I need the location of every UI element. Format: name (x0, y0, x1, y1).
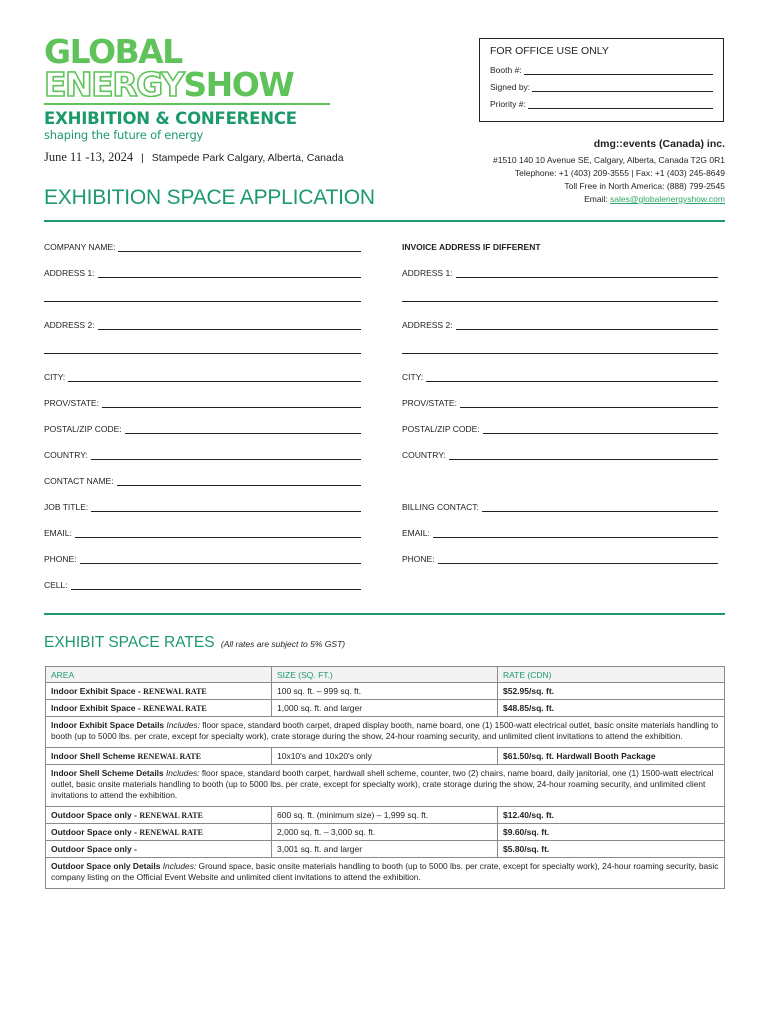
table-row (46, 700, 725, 717)
invoice-city-label: CITY: (402, 372, 424, 382)
country-line[interactable] (91, 452, 361, 460)
rates-title (44, 634, 345, 652)
details-row (46, 765, 725, 807)
details-row (46, 717, 725, 748)
row-size: 1,000 sq. ft. and larger (272, 700, 498, 717)
indoor-details (46, 717, 725, 748)
outdoor-details-title: Outdoor Space only Details (51, 861, 163, 871)
invoice-postal-field[interactable] (402, 424, 718, 434)
row-area (46, 824, 272, 841)
details-row (46, 858, 725, 889)
invoice-email-line[interactable] (433, 530, 718, 538)
address2-line[interactable] (98, 322, 361, 330)
invoice-email-label: EMAIL: (402, 528, 430, 538)
contact-name-field[interactable] (44, 476, 361, 486)
shell-details (46, 765, 725, 807)
city-line[interactable] (68, 374, 361, 382)
office-signed-row (490, 82, 713, 92)
invoice-address1-cont-field[interactable] (402, 294, 718, 302)
address2-field[interactable] (44, 320, 361, 330)
table-row (46, 748, 725, 765)
phone-line[interactable] (80, 556, 361, 564)
invoice-address2-label: ADDRESS 2: (402, 320, 453, 330)
email-line[interactable] (75, 530, 361, 538)
city-field[interactable] (44, 372, 361, 382)
phone-field[interactable] (44, 554, 361, 564)
organizer-info (425, 138, 725, 206)
logo-energy-show (44, 65, 334, 104)
shell-includes-label: Includes: (165, 768, 200, 778)
invoice-address2-line[interactable] (456, 322, 718, 330)
renewal-tag: RENEWAL RATE (137, 752, 202, 761)
logo-subtitle: EXHIBITION & CONFERENCE (44, 108, 297, 128)
organizer-email-link[interactable]: sales@globalenergyshow.com (610, 194, 725, 204)
invoice-country-label: COUNTRY: (402, 450, 446, 460)
contact-name-label: CONTACT NAME: (44, 476, 114, 486)
row-rate: $52.95/sq. ft. (498, 683, 725, 700)
email-field[interactable] (44, 528, 361, 538)
row-area (46, 748, 272, 765)
row-size: 2,000 sq. ft. – 3,000 sq. ft. (272, 824, 498, 841)
invoice-heading (402, 242, 718, 252)
office-use-title: FOR OFFICE USE ONLY (490, 45, 609, 57)
address2-cont-line[interactable] (44, 346, 361, 354)
organizer-name: dmg::events (Canada) inc. (593, 138, 725, 150)
invoice-address2-cont-field[interactable] (402, 346, 718, 354)
rates-note: (All rates are subject to 5% GST) (220, 639, 346, 649)
shell-details-title: Indoor Shell Scheme Details (51, 768, 166, 778)
address2-label: ADDRESS 2: (44, 320, 95, 330)
event-separator: | (141, 152, 144, 164)
invoice-phone-field[interactable] (402, 554, 718, 564)
invoice-city-line[interactable] (426, 374, 718, 382)
row-area (46, 683, 272, 700)
invoice-address2-field[interactable] (402, 320, 718, 330)
prov-label: PROV/STATE: (44, 398, 99, 408)
rates-header-row (46, 667, 725, 683)
header-rate: RATE (CDN) (498, 667, 725, 683)
office-priority-label: Priority #: (490, 99, 526, 109)
invoice-country-field[interactable] (402, 450, 718, 460)
address1-field[interactable] (44, 268, 361, 278)
logo-tagline: shaping the future of energy (44, 127, 204, 142)
event-dates: June 11 -13, 2024 (44, 150, 134, 164)
office-priority-row (490, 99, 713, 109)
row-size: 10x10's and 10x20's only (272, 748, 498, 765)
address1-line[interactable] (98, 270, 361, 278)
indoor-details-title: Indoor Exhibit Space Details (51, 720, 167, 730)
invoice-postal-label: POSTAL/ZIP CODE: (402, 424, 480, 434)
row-rate: $12.40/sq. ft. (498, 807, 725, 824)
row-size: 100 sq. ft. – 999 sq. ft. (272, 683, 498, 700)
logo-show-text: SHOW (183, 65, 294, 104)
invoice-city-field[interactable] (402, 372, 718, 382)
organizer-phone: Telephone: +1 (403) 209-3555 | Fax: +1 (403) 245-8649 (514, 168, 725, 178)
logo-energy-text: ENERGY (44, 65, 184, 104)
row-rate: $9.60/sq. ft. (498, 824, 725, 841)
invoice-phone-label: PHONE: (402, 554, 435, 564)
event-info (44, 150, 344, 165)
job-title-line[interactable] (91, 504, 361, 512)
row-area (46, 700, 272, 717)
outdoor-details-text: Ground space, basic onsite materials handling to booth (up to 5000 lbs. per crate, except for specialty work), 24-hour roaming security, basic company listing on the Official Event Website and unlimited client invitations to attend the exhibition. (51, 861, 719, 882)
invoice-email-field[interactable] (402, 528, 718, 538)
row-area (46, 841, 272, 858)
postal-line[interactable] (125, 426, 361, 434)
invoice-prov-label: PROV/STATE: (402, 398, 457, 408)
table-row (46, 841, 725, 858)
address1-label: ADDRESS 1: (44, 268, 95, 278)
event-venue: Stampede Park Calgary, Alberta, Canada (151, 152, 344, 164)
office-priority-field[interactable] (528, 100, 713, 109)
area-label: Outdoor Space only - (51, 844, 137, 854)
office-use-box (479, 38, 724, 122)
invoice-address1-label: ADDRESS 1: (402, 268, 453, 278)
office-booth-row (490, 65, 713, 75)
row-rate: $48.85/sq. ft. (498, 700, 725, 717)
organizer-email-label: Email: (584, 194, 611, 204)
cell-label: CELL: (44, 580, 68, 590)
country-label: COUNTRY: (44, 450, 88, 460)
phone-label: PHONE: (44, 554, 77, 564)
billing-contact-label: BILLING CONTACT: (402, 502, 479, 512)
billing-contact-line[interactable] (482, 504, 718, 512)
event-logo (44, 32, 334, 142)
job-title-field[interactable] (44, 502, 361, 512)
prov-line[interactable] (102, 400, 361, 408)
office-signed-field[interactable] (532, 83, 713, 92)
office-booth-label: Booth #: (490, 65, 522, 75)
postal-label: POSTAL/ZIP CODE: (44, 424, 122, 434)
cell-field[interactable] (44, 580, 361, 590)
row-rate: $5.80/sq. ft. (498, 841, 725, 858)
rates-table (45, 666, 725, 889)
invoice-prov-field[interactable] (402, 398, 718, 408)
office-booth-field[interactable] (524, 66, 713, 75)
row-size: 3,001 sq. ft. and larger (272, 841, 498, 858)
cell-line[interactable] (71, 582, 361, 590)
office-signed-label: Signed by: (490, 82, 531, 92)
country-field[interactable] (44, 450, 361, 460)
page-title: EXHIBITION SPACE APPLICATION (44, 186, 375, 209)
city-label: CITY: (44, 372, 66, 382)
postal-field[interactable] (44, 424, 361, 434)
outdoor-includes-label: Includes: (162, 861, 197, 871)
area-label: Indoor Exhibit Space - (51, 686, 144, 696)
area-label: Outdoor Space only - (51, 827, 140, 837)
company-name-field[interactable] (44, 242, 361, 252)
company-name-line[interactable] (118, 244, 361, 252)
table-row (46, 683, 725, 700)
row-rate: $61.50/sq. ft. Hardwall Booth Package (498, 748, 725, 765)
row-size: 600 sq. ft. (minimum size) – 1,999 sq. ft. (272, 807, 498, 824)
invoice-address1-field[interactable] (402, 268, 718, 278)
rates-title-text: EXHIBIT SPACE RATES (44, 634, 215, 651)
row-area (46, 807, 272, 824)
indoor-includes-label: Includes: (166, 720, 200, 730)
table-row (46, 807, 725, 824)
renewal-tag: RENEWAL RATE (139, 828, 203, 837)
contact-name-line[interactable] (117, 478, 361, 486)
header-size: SIZE (SQ. FT.) (272, 667, 498, 683)
table-row (46, 824, 725, 841)
shell-details-text: floor space, standard booth carpet, hardwall shell scheme, counter, two (2) chairs, name board, daily janitorial, one (1) 1500-watt electrical outlet, basic onsite materials handling to booth (up to 5000 lbs. per crate, except for specialty work), crate storage during the show, 24-hour roaming security, and unlimited client invitations to attend the exhibition. (51, 768, 714, 800)
prov-field[interactable] (44, 398, 361, 408)
job-title-label: JOB TITLE: (44, 502, 89, 512)
organizer-tollfree: Toll Free in North America: (888) 799-2545 (564, 181, 725, 191)
invoice-postal-line[interactable] (483, 426, 718, 434)
area-label: Indoor Shell Scheme (51, 751, 138, 761)
outdoor-details (46, 858, 725, 889)
organizer-address: #1510 140 10 Avenue SE, Calgary, Alberta, Canada T2G 0R1 (492, 155, 725, 165)
title-divider (44, 220, 725, 222)
address1-cont-field[interactable] (44, 294, 361, 302)
invoice-prov-line[interactable] (460, 400, 718, 408)
invoice-address1-cont-line[interactable] (402, 294, 718, 302)
invoice-heading-label: INVOICE ADDRESS IF DIFFERENT (402, 242, 541, 252)
invoice-address2-cont-line[interactable] (402, 346, 718, 354)
address2-cont-field[interactable] (44, 346, 361, 354)
area-label: Outdoor Space only - (51, 810, 140, 820)
company-name-label: COMPANY NAME: (44, 242, 116, 252)
email-label: EMAIL: (44, 528, 72, 538)
form-divider (44, 613, 725, 615)
invoice-country-line[interactable] (449, 452, 718, 460)
billing-contact-field[interactable] (402, 502, 718, 512)
header-area: AREA (46, 667, 272, 683)
area-label: Indoor Exhibit Space - (51, 703, 144, 713)
renewal-tag: RENEWAL RATE (143, 704, 207, 713)
logo-global-text: GLOBAL (44, 32, 182, 71)
indoor-details-text: floor space, standard booth carpet, draped display booth, name board, one (1) 1500-watt electrical outlet, basic onsite materials handling to booth (up to 5000 lbs. per crate, except for specialty work), crate storage during the show, 24-hour roaming security, and unlimited client invitations to attend the exhibition. (51, 720, 719, 741)
invoice-phone-line[interactable] (438, 556, 718, 564)
renewal-tag: RENEWAL RATE (143, 687, 207, 696)
address1-cont-line[interactable] (44, 294, 361, 302)
invoice-address1-line[interactable] (456, 270, 718, 278)
organizer-email-line (425, 193, 725, 206)
renewal-tag: RENEWAL RATE (139, 811, 203, 820)
